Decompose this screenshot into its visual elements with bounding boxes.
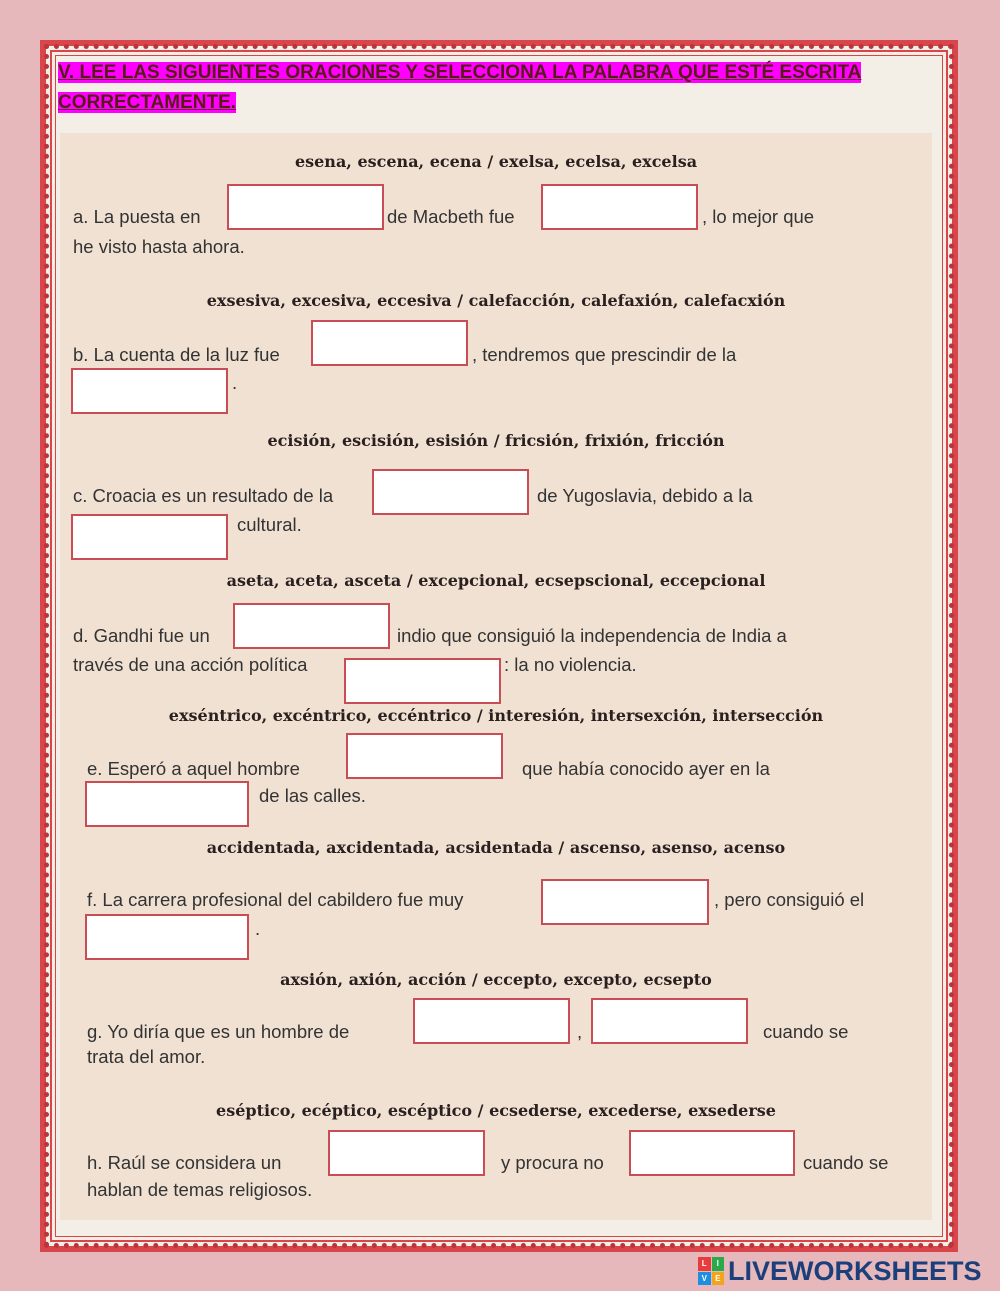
liveworksheets-mark-icon: L I V E (698, 1257, 724, 1285)
sentence-g-part1: g. Yo diría que es un hombre de (87, 1021, 350, 1042)
sentence-d-part1: d. Gandhi fue un (73, 625, 210, 646)
sentence-d-part4: : la no violencia. (504, 654, 637, 675)
answer-box-c2[interactable] (71, 514, 228, 560)
sentence-h-part2: y procura no (501, 1152, 604, 1173)
sentence-g-part4: trata del amor. (87, 1046, 206, 1067)
sentence-b-part2: , tendremos que prescindir de la (472, 344, 737, 365)
word-options-d: aseta, aceta, asceta / excepcional, ecsepscional, eccepcional (226, 571, 766, 590)
sentence-e-part1: e. Esperó a aquel hombre (87, 758, 300, 779)
answer-box-d1[interactable] (233, 603, 390, 649)
answer-box-h1[interactable] (328, 1130, 485, 1176)
answer-box-g2[interactable] (591, 998, 748, 1044)
sentence-g-part3: cuando se (763, 1021, 849, 1042)
answer-box-e2[interactable] (85, 781, 249, 827)
word-options-b: exsesiva, excesiva, eccesiva / calefacción, calefaxión, calefacxión (206, 291, 786, 310)
brand-name: LIVEWORKSHEETS (728, 1255, 982, 1286)
answer-box-b2[interactable] (71, 368, 228, 414)
sentence-a-part3: , lo mejor que (702, 206, 815, 227)
answer-box-h2[interactable] (629, 1130, 795, 1176)
word-options-e: exséntrico, excéntrico, eccéntrico / interesión, intersexción, intersección (168, 706, 824, 725)
sentence-a-part2: de Macbeth fue (387, 206, 515, 227)
exercise-title: V. LEE LAS SIGUIENTES ORACIONES Y SELECCIONA LA PALABRA QUE ESTÉ ESCRITA CORRECTAMENTE. (58, 62, 862, 113)
sentence-d-part3: través de una acción política (73, 654, 308, 675)
sentence-f-part2: , pero consiguió el (714, 889, 865, 910)
answer-box-d2[interactable] (344, 658, 501, 704)
liveworksheets-logo[interactable] (698, 1255, 982, 1287)
sentence-h-part3: cuando se (803, 1152, 889, 1173)
sentence-h-part1: h. Raúl se considera un (87, 1152, 282, 1173)
answer-box-g1[interactable] (413, 998, 570, 1044)
sentence-e-part2: que había conocido ayer en la (522, 758, 770, 779)
sentence-b-part3: . (232, 372, 238, 393)
sentence-g-part2: , (577, 1021, 583, 1042)
word-options-h: eséptico, ecéptico, escéptico / ecsederse, excederse, exsederse (216, 1101, 776, 1120)
answer-box-e1[interactable] (346, 733, 503, 779)
sentence-c-part2: de Yugoslavia, debido a la (537, 485, 753, 506)
sentence-f-part3: . (255, 918, 261, 939)
word-options-f: accidentada, axcidentada, acsidentada / ascenso, asenso, acenso (206, 838, 786, 857)
answer-box-a1[interactable] (227, 184, 384, 230)
answer-box-f2[interactable] (85, 914, 249, 960)
word-options-a: esena, escena, ecena / exelsa, ecelsa, excelsa (294, 152, 698, 171)
answer-box-a2[interactable] (541, 184, 698, 230)
sentence-a-part1: a. La puesta en (73, 206, 201, 227)
sentence-c-part1: c. Croacia es un resultado de la (73, 485, 334, 506)
sentence-a-part4: he visto hasta ahora. (73, 236, 245, 257)
sentence-f-part1: f. La carrera profesional del cabildero fue muy (87, 889, 464, 910)
answer-box-c1[interactable] (372, 469, 529, 515)
answer-box-b1[interactable] (311, 320, 468, 366)
sentence-b-part1: b. La cuenta de la luz fue (73, 344, 280, 365)
answer-box-f1[interactable] (541, 879, 709, 925)
sentence-e-part3: de las calles. (259, 785, 366, 806)
sentence-d-part2: indio que consiguió la independencia de India a (397, 625, 787, 646)
sentence-h-part4: hablan de temas religiosos. (87, 1179, 313, 1200)
word-options-g: axsión, axión, acción / eccepto, excepto, ecsepto (280, 970, 712, 989)
word-options-c: ecisión, escisión, esisión / fricsión, frixión, fricción (267, 431, 725, 450)
sentence-c-part3: cultural. (237, 514, 302, 535)
